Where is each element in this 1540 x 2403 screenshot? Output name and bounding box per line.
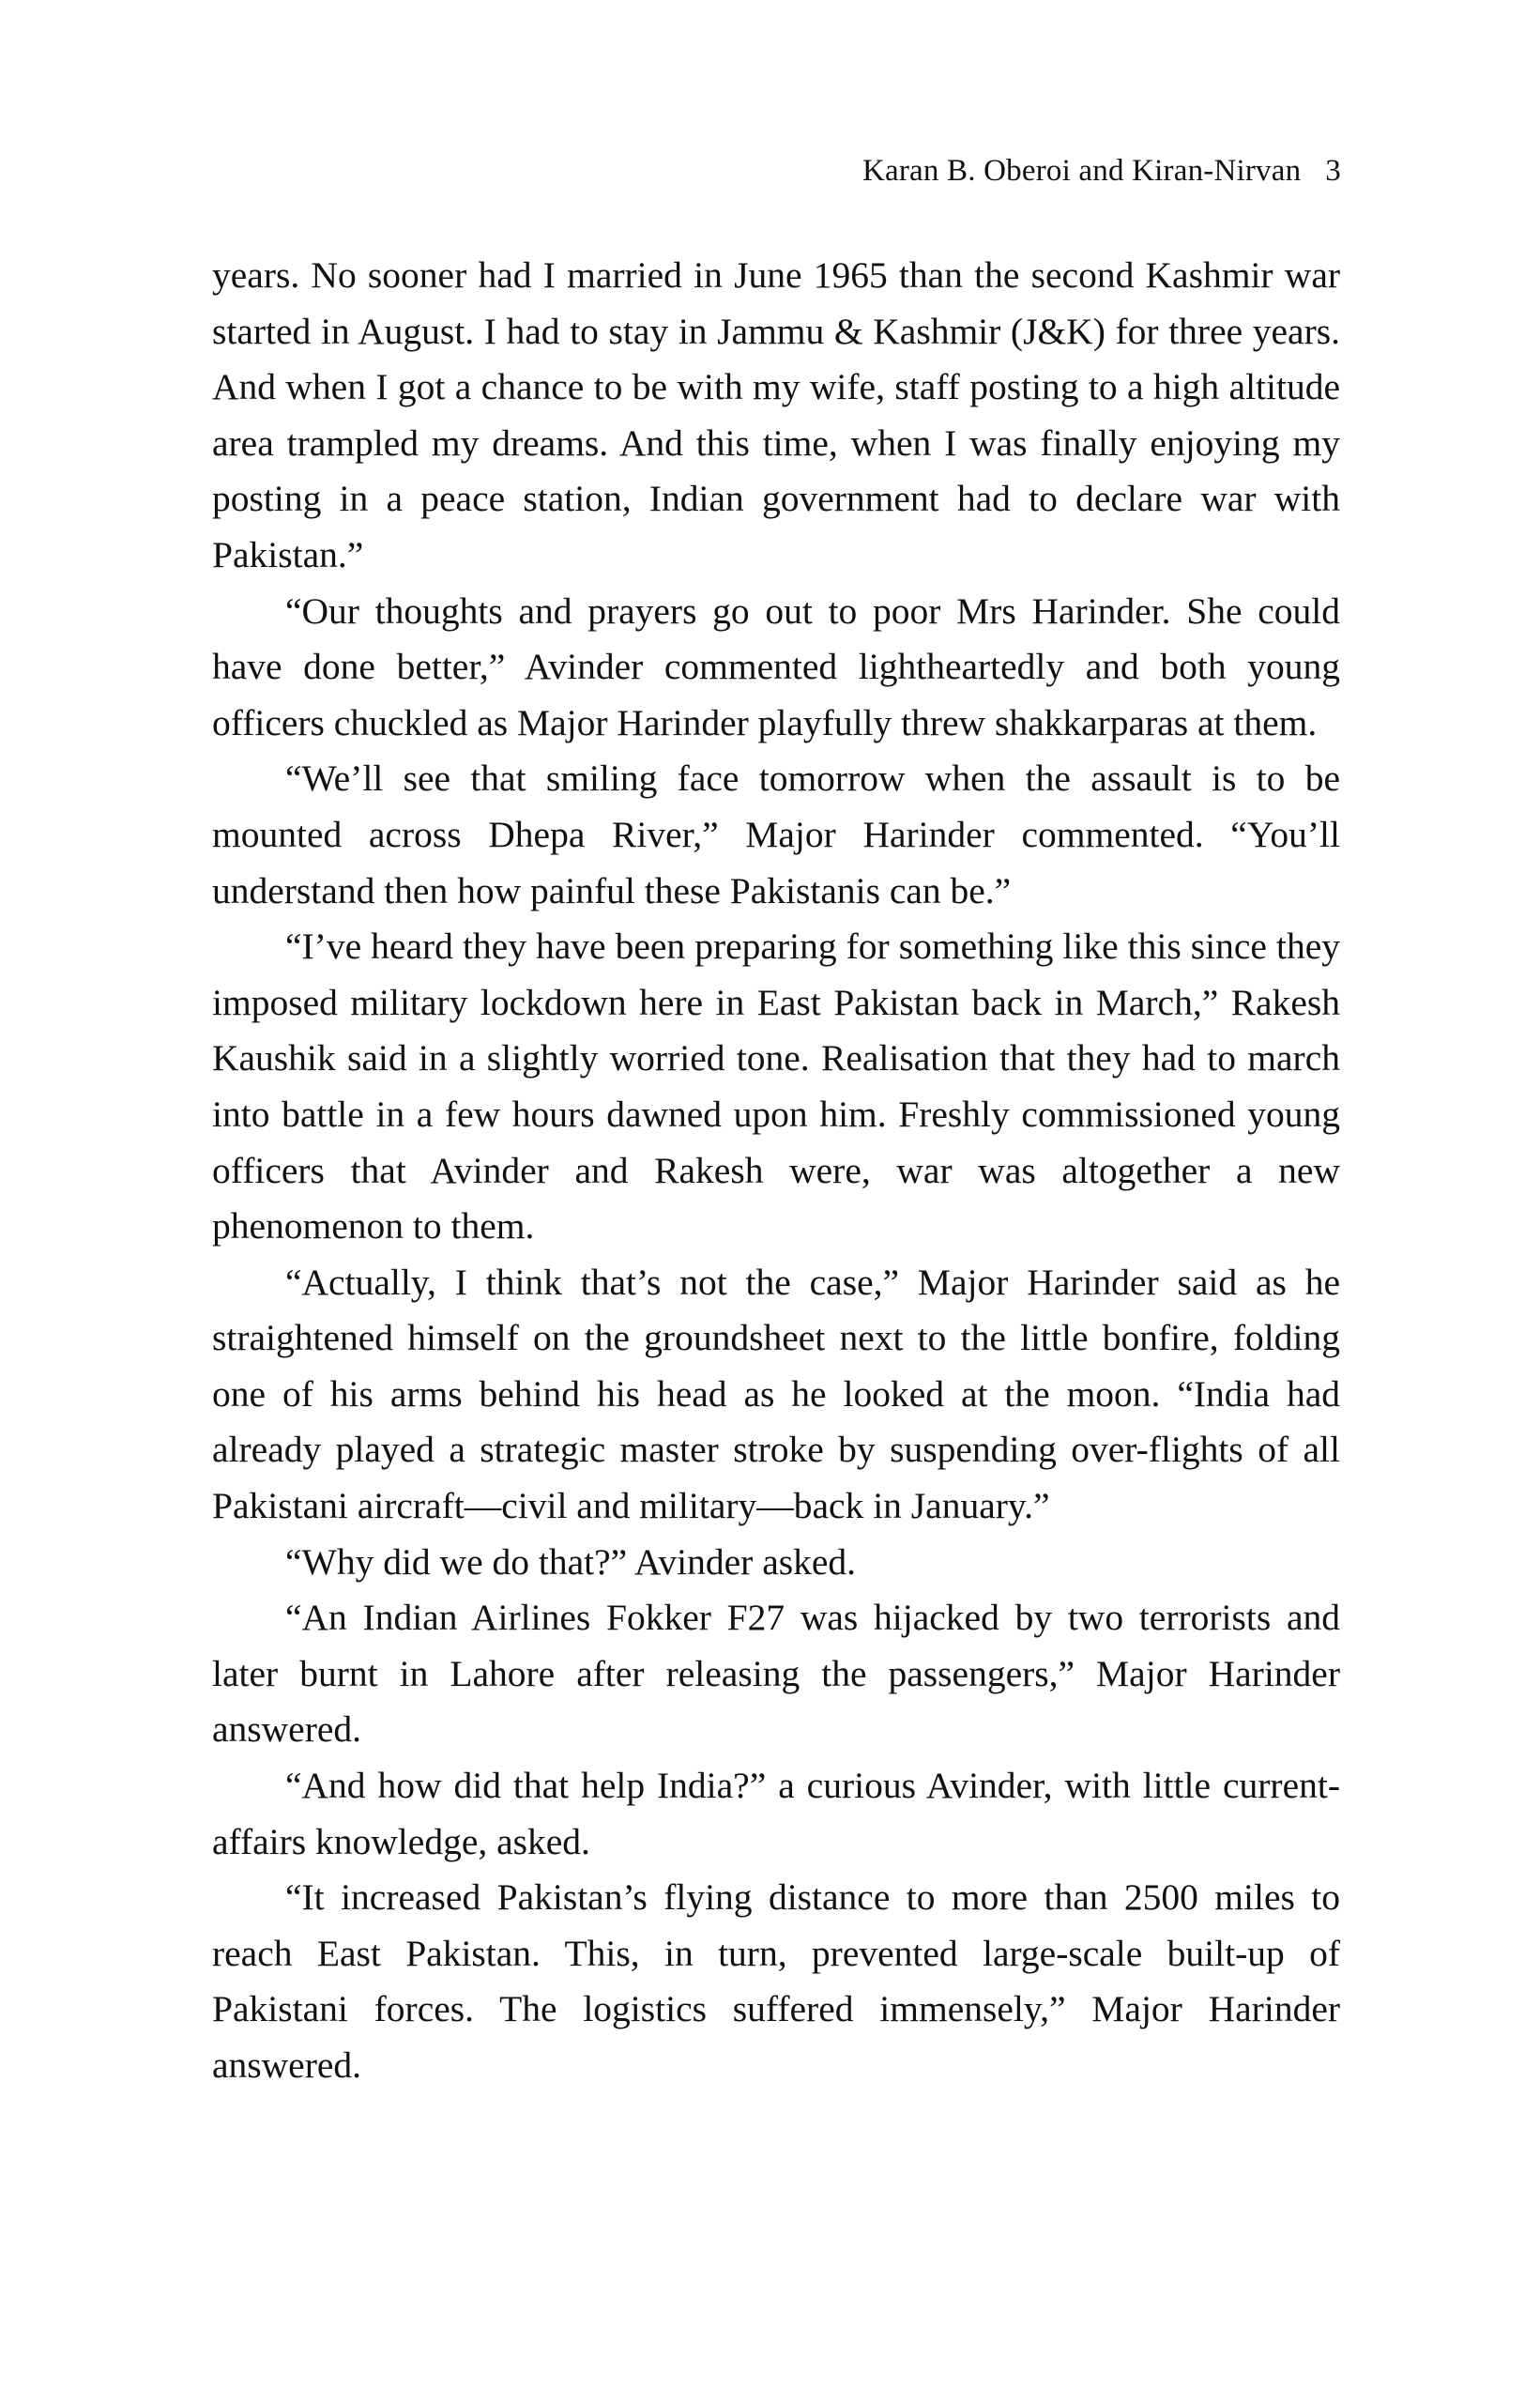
page-number: 3 [1325,154,1341,188]
paragraph-9: “It increased Pakistan’s flying distance to more than 2500 miles to reach East Pakistan. This, in turn, prevented large-scale built-up of Pakistani forces. The logistics suffered immensely,” Major Harinder answered. [212,1876,1340,2086]
paragraph-5: “Actually, I think that’s not the case,” Major Harinder said as he straightened himself on the groundsheet next to the little bonfire, folding one of his arms behind his head as he looked at the moon. “India had already played a strategic master stroke by suspending over-flights of all Pakistani aircraft—civil and military—back in January.” [212,1261,1340,1527]
paragraph-2: “Our thoughts and prayers go out to poor Mrs Harinder. She could have done better,” Avinder commented lightheartedly and both young officers chuckled as Major Harinder playfully threw shakkarparas at them. [212,589,1340,743]
paragraph-4: “I’ve heard they have been preparing for something like this since they imposed military lockdown here in East Pakistan back in March,” Rakesh Kaushik said in a slightly worried tone. Realisation that they had to march into battle in a few hours dawned upon him. Freshly commissioned young officers that Avinder and Rakesh were, war was altogether a new phenomenon to them. [212,926,1340,1247]
running-header [862,150,1341,191]
running-title: Karan B. Oberoi and Kiran-Nirvan [861,154,1302,188]
body-text [212,248,1340,2094]
paragraph-1: years. No sooner had I married in June 1965 than the second Kashmir war started in August. I had to stay in Jammu & Kashmir (J&K) for three years. And when I got a chance to be with my wife, staff posting to a high altitude area trampled my dreams. And this time, when I was finally enjoying my posting in a peace station, Indian government had to declare war with Pakistan.” [212,254,1340,575]
paragraph-8: “And how did that help India?” a curious Avinder, with little current-affairs knowledge, asked. [212,1765,1340,1862]
paragraph-6: “Why did we do that?” Avinder asked. [285,1540,857,1583]
paragraph-3: “We’ll see that smiling face tomorrow when the assault is to be mounted across Dhepa River,” Major Harinder commented. “You’ll understand then how painful these Pakistanis can be.” [212,758,1340,911]
paragraph-7: “An Indian Airlines Fokker F27 was hijacked by two terrorists and later burnt in Lahore after releasing the passengers,” Major Harinder answered. [212,1597,1340,1751]
